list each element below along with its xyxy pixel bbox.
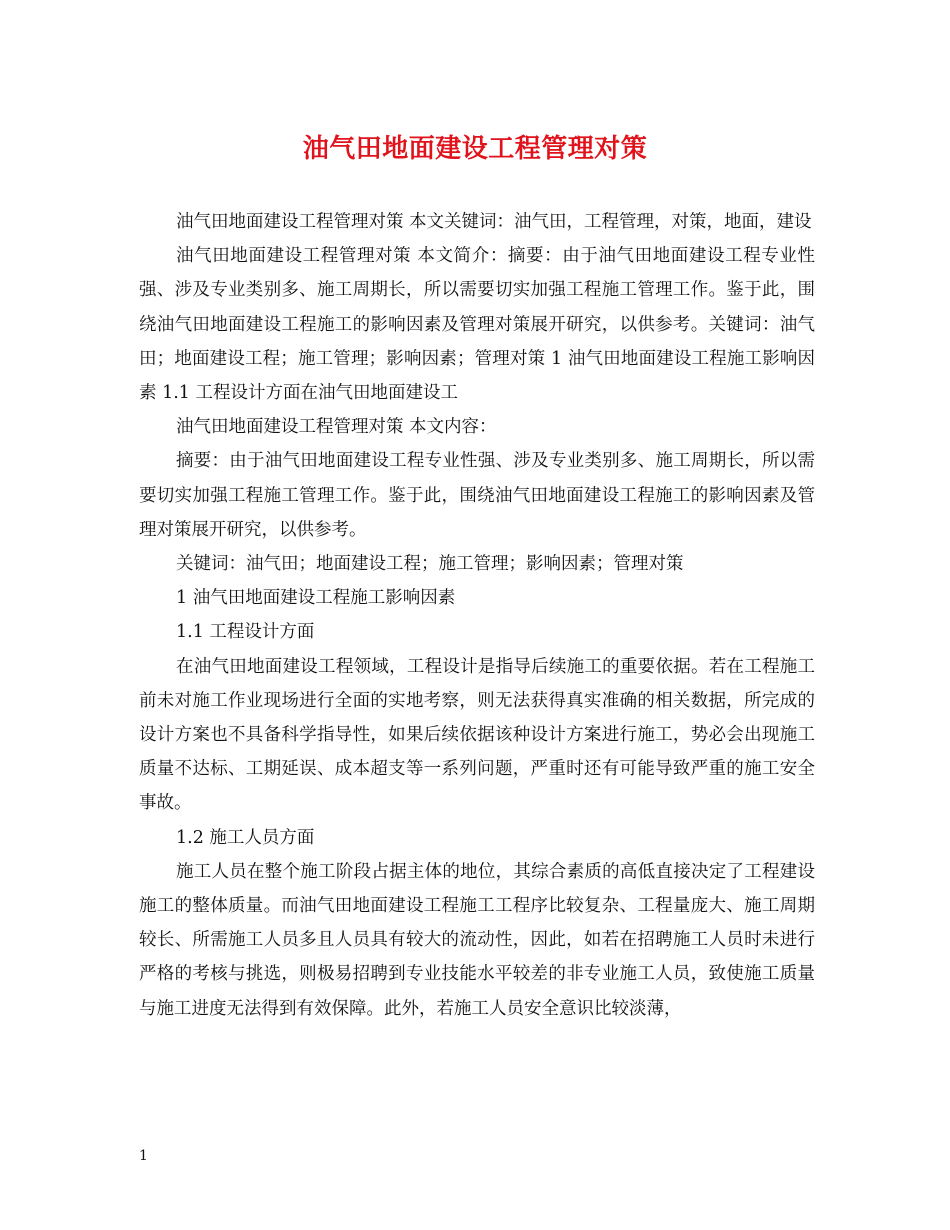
document-title: 油气田地面建设工程管理对策 (302, 134, 648, 164)
paragraph-intro-summary: 油气田地面建设工程管理对策 本文简介：摘要：由于油气田地面建设工程专业性强、涉及专业类别多、施工周期长，所以需要切实加强工程施工管理工作。鉴于此，围绕油气田地面建设工程施工的影响因素及管理对策展开研究，以供参考。关键词：油气田；地面建设工程；施工管理；影响因素；管理对策 1 油气田地面建设工程施工影响因素 1.1 工程设计方面在油气田地面建设工 (139, 246, 815, 404)
paragraph-design: 在油气田地面建设工程领域，工程设计是指导后续施工的重要依据。若在工程施工前未对施工作业现场进行全面的实地考察，则无法获得真实准确的相关数据，所完成的设计方案也不具备科学指导性，如果后续依据该种设计方案进行施工，势必会出现施工质量不达标、工期延误、成本超支等一系列问题，严重时还有可能导致严重的施工安全事故。 (139, 656, 815, 814)
paragraph-abstract: 摘要：由于油气田地面建设工程专业性强、涉及专业类别多、施工周期长，所以需要切实加强工程施工管理工作。鉴于此，围绕油气田地面建设工程施工的影响因素及管理对策展开研究，以供参考。 (139, 451, 815, 540)
document-body (139, 205, 815, 1026)
paragraph-keywords-summary: 油气田地面建设工程管理对策 本文关键词：油气田，工程管理，对策，地面，建设 (176, 212, 812, 232)
page-number: 1 (139, 1148, 148, 1164)
paragraph-keywords: 关键词：油气田；地面建设工程；施工管理；影响因素；管理对策 (176, 554, 684, 575)
section-heading-1-1: 1.1 工程设计方面 (176, 622, 315, 643)
section-heading-1-2: 1.2 施工人员方面 (176, 827, 315, 848)
section-heading-1: 1 油气田地面建设工程施工影响因素 (176, 588, 456, 609)
paragraph-personnel: 施工人员在整个施工阶段占据主体的地位，其综合素质的高低直接决定了工程建设施工的整体质量。而油气田地面建设工程施工工程序比较复杂、工程量庞大、施工周期较长、所需施工人员多且人员具有较大的流动性，因此，如若在招聘施工人员时未进行严格的考核与挑选，则极易招聘到专业技能水平较差的非专业施工人员，致使施工质量与施工进度无法得到有效保障。此外，若施工人员安全意识比较淡薄， (139, 861, 815, 1019)
paragraph-content-heading: 油气田地面建设工程管理对策 本文内容： (176, 417, 497, 438)
